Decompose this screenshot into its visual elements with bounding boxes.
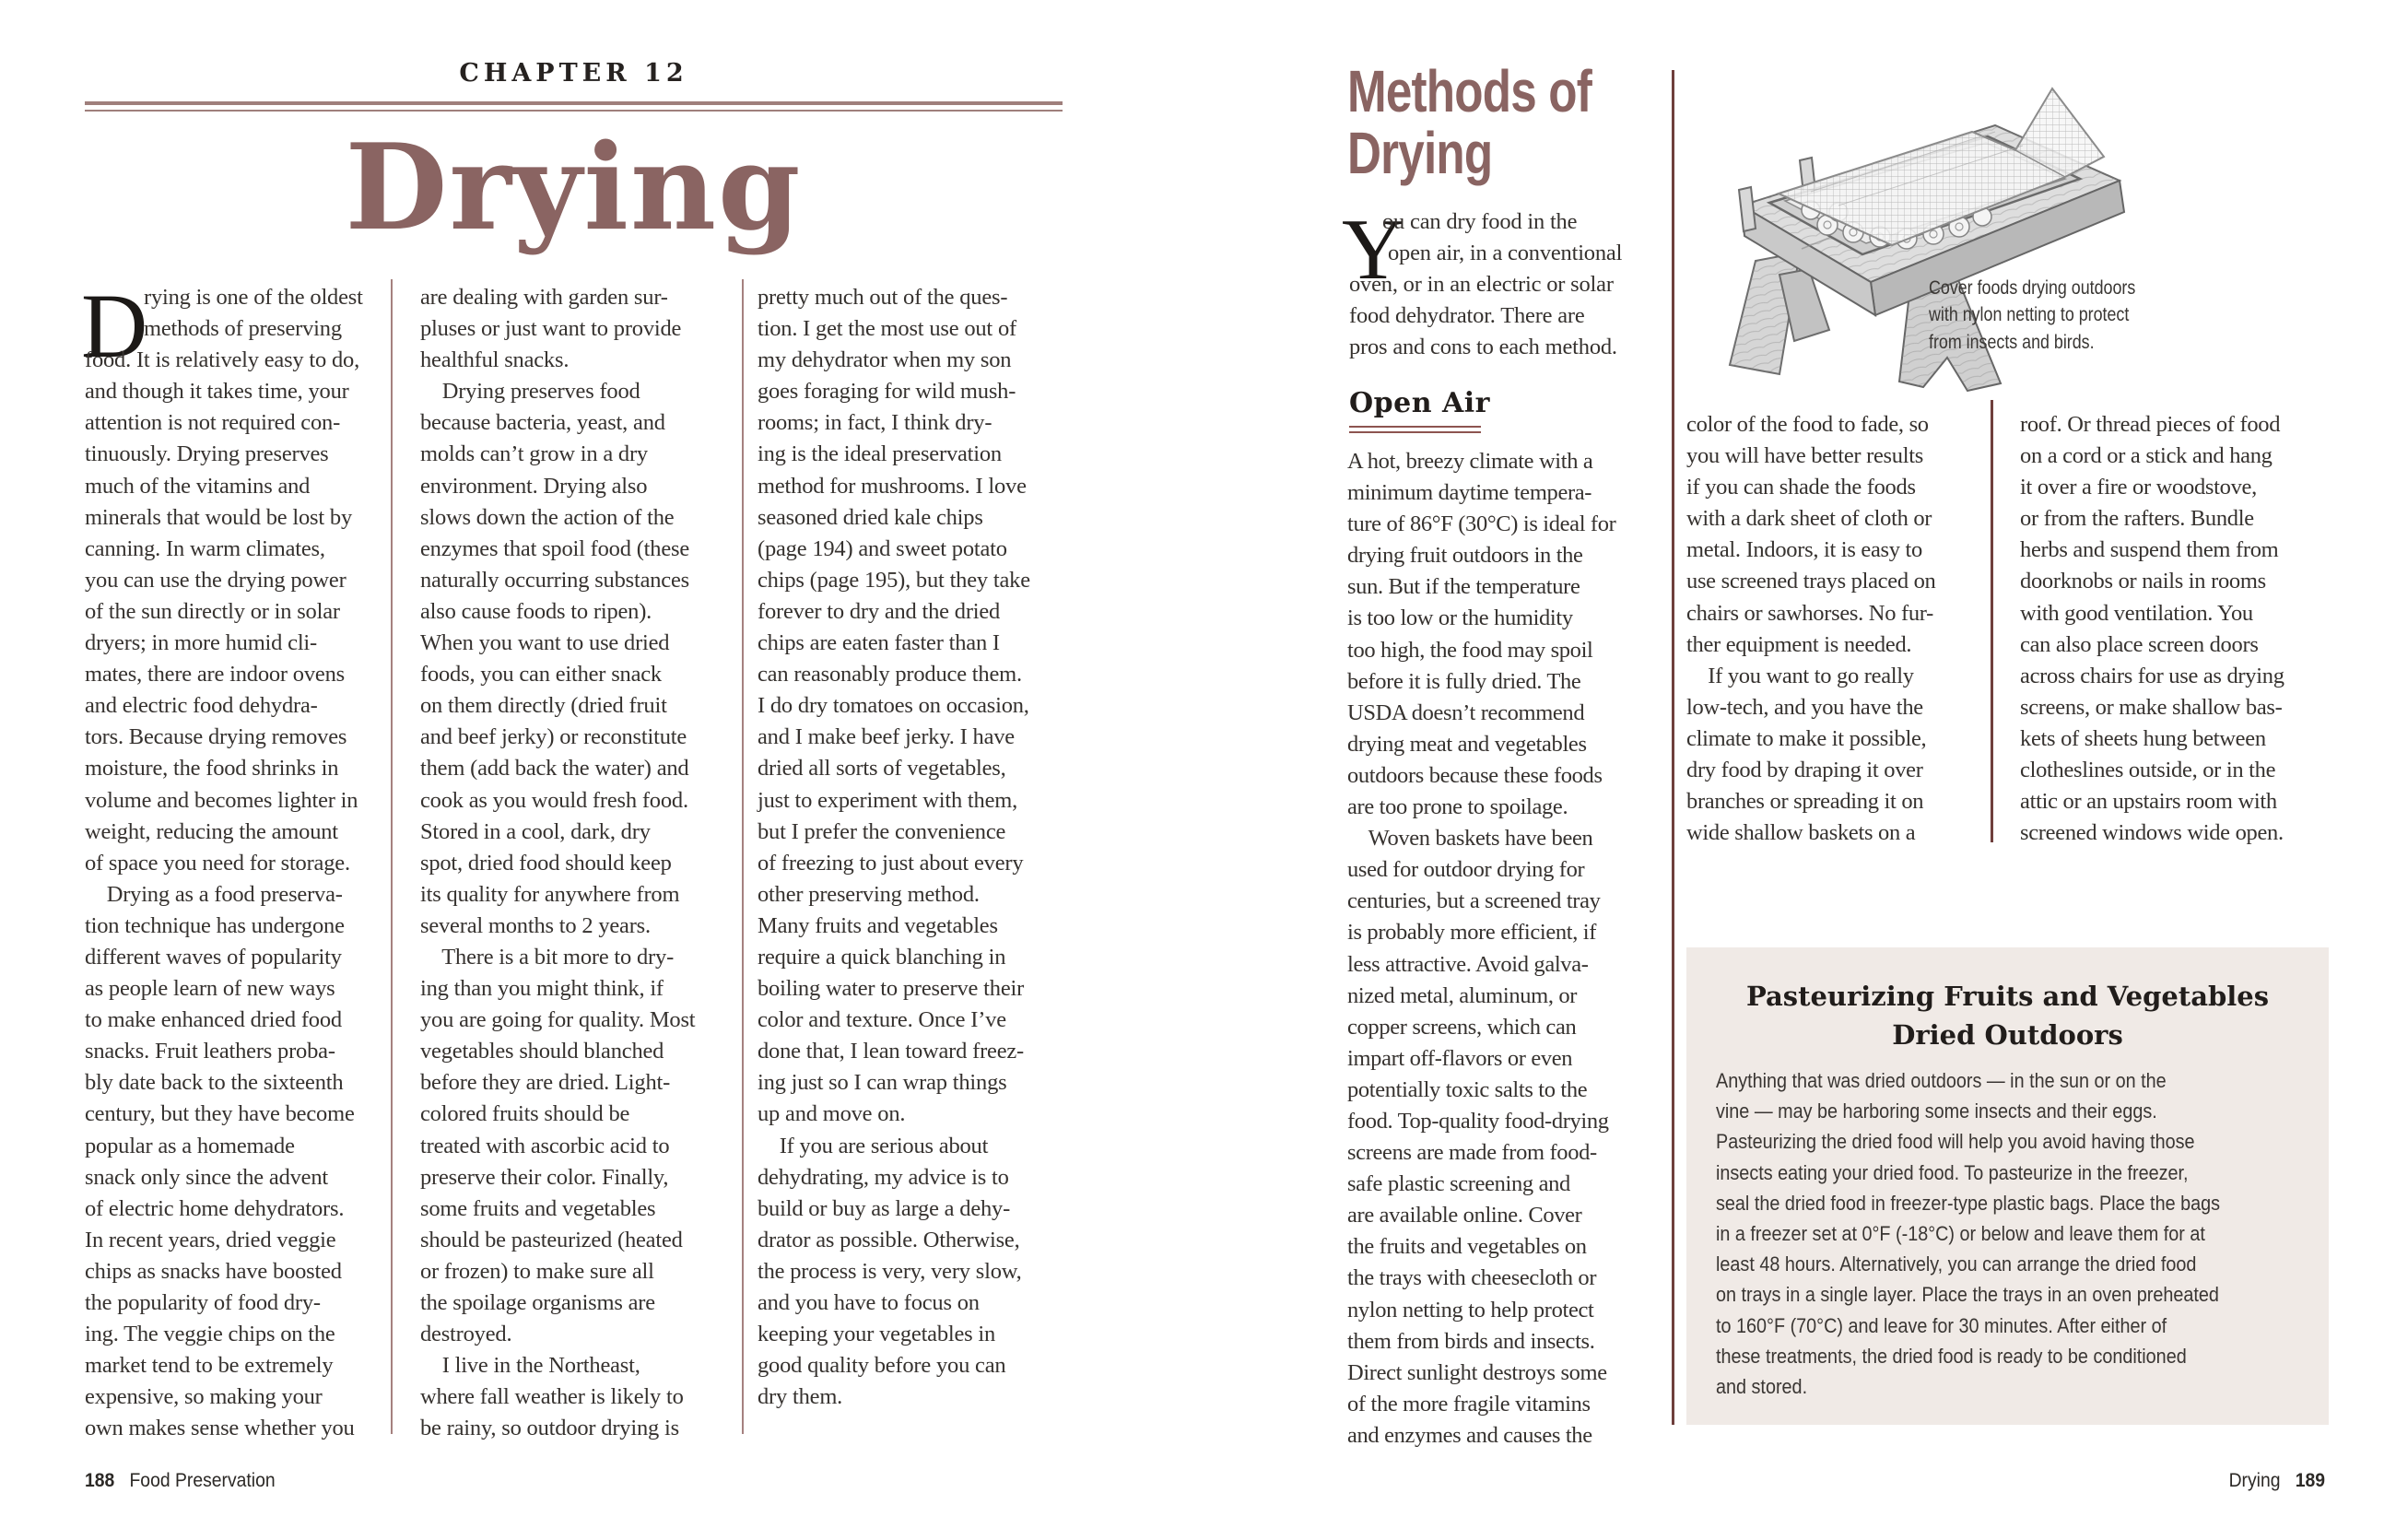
text-line: copper screens, which can (1347, 1014, 1577, 1040)
right-column-1 (1347, 446, 1661, 1452)
text-line: or from the rafters. Bundle (2020, 506, 2254, 532)
text-line: outdoors because these foods (1347, 762, 1603, 788)
text-line: roof. Or thread pieces of food (2020, 412, 2281, 437)
text-line: and though it takes time, your (85, 379, 349, 405)
text-line: and beef jerky) or reconstitute (420, 724, 687, 750)
text-line: colored fruits should be (420, 1101, 630, 1127)
left-column-3 (758, 282, 1066, 1413)
text-line: several months to 2 years. (420, 912, 651, 938)
text-line: drying meat and vegetables (1347, 731, 1587, 757)
text-line: vine — may be harboring some insects and their eggs. (1716, 1099, 2157, 1123)
text-line: environment. Drying also (420, 473, 648, 499)
text-line: with a dark sheet of cloth or (1686, 506, 1932, 532)
text-line: good quality before you can (758, 1353, 1006, 1379)
text-line: other preserving method. (758, 881, 980, 907)
text-line: the spoilage organisms are (420, 1290, 655, 1315)
drop-cap-d: D (81, 275, 148, 377)
text-line: branches or spreading it on (1686, 789, 1924, 815)
text-line: boiling water to preserve their (758, 976, 1025, 1002)
text-line: screens are made from food- (1347, 1140, 1597, 1166)
text-line: vegetables should blanched (420, 1039, 664, 1064)
section-heading-line1: Methods of (1347, 58, 1592, 124)
pasteurizing-box (1686, 947, 2329, 1425)
text-line: Anything that was dried outdoors — in the sun or on the (1716, 1069, 2167, 1092)
text-line: be rainy, so outdoor drying is (420, 1416, 679, 1441)
open-air-title: Open Air (1349, 387, 1490, 419)
text-line: the popularity of food dry- (85, 1290, 321, 1315)
text-line: mates, there are indoor ovens (85, 662, 345, 688)
text-line: climate to make it possible, (1686, 725, 1927, 751)
text-line: if you can shade the foods (1686, 475, 1916, 500)
text-line: or frozen) to make sure all (420, 1258, 654, 1284)
text-line: but I prefer the convenience (758, 818, 1006, 844)
illustration-caption (1929, 275, 2164, 356)
text-line: When you want to use dried (420, 630, 670, 656)
text-line: Direct sunlight destroys some (1347, 1359, 1607, 1385)
text-line: low-tech, and you have the (1686, 694, 1923, 720)
text-line: Drying preserves food (420, 379, 640, 405)
text-line: them from birds and insects. (1347, 1328, 1595, 1354)
text-line: and I make beef jerky. I have (758, 724, 1015, 750)
text-line: canning. In warm climates, (85, 535, 325, 561)
text-line: open air, in a conventional (1388, 241, 1623, 266)
text-line: of the sun directly or in solar (85, 598, 340, 624)
text-line: on trays in a single layer. Place the trays in an oven preheated (1716, 1283, 2219, 1307)
text-line: ou can dry food in the (1382, 209, 1578, 234)
box-title-line1: Pasteurizing Fruits and Vegetables (1745, 981, 2270, 1012)
text-line: If you want to go really (1686, 663, 1914, 688)
book-title: Food Preservation (129, 1469, 276, 1491)
text-line: tion technique has undergone (85, 912, 345, 938)
text-line: safe plastic screening and (1347, 1171, 1570, 1197)
text-line: because bacteria, yeast, and (420, 410, 665, 436)
text-line: on a cord or a stick and hang (2020, 443, 2273, 469)
text-line: can also place screen doors (2020, 631, 2259, 657)
text-line: Stored in a cool, dark, dry (420, 818, 651, 844)
text-line: rying is one of the oldest (144, 285, 363, 310)
text-line: food dehydrator. There are (1349, 303, 1585, 329)
text-line: ther equipment is needed. (1686, 631, 1912, 657)
left-page-footer (85, 1469, 276, 1492)
text-line: keeping your vegetables in (758, 1322, 996, 1347)
text-line: food. Top-quality food-drying (1347, 1108, 1609, 1134)
text-line: tion. I get the most use out of (758, 316, 1016, 342)
text-line: volume and becomes lighter in (85, 787, 358, 813)
text-line: should be pasteurized (heated (420, 1227, 683, 1252)
text-line: used for outdoor drying for (1347, 857, 1585, 883)
text-line: dry food by draping it over (1686, 758, 1923, 783)
text-line: least 48 hours. Alternatively, you can arrange the dried food (1716, 1252, 2197, 1276)
text-line: seasoned dried kale chips (758, 504, 983, 530)
pasteurizing-box-title (1686, 977, 2329, 1054)
text-line: If you are serious about (758, 1133, 989, 1158)
text-line: impart off-flavors or even (1347, 1045, 1573, 1071)
text-line: market tend to be extremely (85, 1353, 334, 1379)
text-line: dry them. (758, 1384, 843, 1410)
text-line: chips as snacks have boosted (85, 1258, 342, 1284)
text-line: century, but they have become (85, 1101, 355, 1127)
text-line: ing than you might think, if (420, 976, 664, 1002)
text-line: ing. The veggie chips on the (85, 1322, 335, 1347)
chapter-label: CHAPTER 12 (459, 59, 688, 88)
text-line: expensive, so making your (85, 1384, 323, 1410)
text-line: these treatments, the dried food is ready to be conditioned (1716, 1344, 2187, 1368)
section-heading-line2: Drying (1347, 120, 1493, 186)
text-line: before it is fully dried. The (1347, 668, 1581, 694)
text-line: USDA doesn’t recommend (1347, 699, 1585, 725)
text-line: the fruits and vegetables on (1347, 1234, 1587, 1260)
text-line: are dealing with garden sur- (420, 285, 668, 310)
text-line: and stored. (1716, 1375, 1808, 1399)
text-line: methods of preserving (144, 316, 342, 342)
text-line: I live in the Northeast, (420, 1353, 640, 1379)
text-line: it over a fire or woodstove, (2020, 475, 2257, 500)
text-line: screens, or make shallow bas- (2020, 694, 2283, 720)
text-line: seal the dried food in freezer-type plastic bags. Place the bags (1716, 1191, 2221, 1215)
text-line: (page 194) and sweet potato (758, 535, 1007, 561)
text-line: moisture, the food shrinks in (85, 756, 339, 782)
text-line: is too low or the humidity (1347, 605, 1573, 631)
chapter-title: Drying (345, 119, 803, 257)
text-line: color and texture. Once I’ve (758, 1007, 1006, 1033)
text-line: much of the vitamins and (85, 473, 311, 499)
drop-cap-y: Y (1342, 202, 1404, 298)
column-divider (1991, 400, 1993, 842)
text-line: where fall weather is likely to (420, 1384, 684, 1410)
chapter-rule (85, 101, 1063, 112)
text-line: tors. Because drying removes (85, 724, 347, 750)
text-line: too high, the food may spoil (1347, 637, 1593, 663)
text-line: on them directly (dried fruit (420, 693, 667, 719)
text-line: bly date back to the sixteenth (85, 1070, 344, 1096)
text-line: centuries, but a screened tray (1347, 888, 1601, 914)
text-line: popular as a homemade (85, 1133, 295, 1158)
text-line: of the more fragile vitamins (1347, 1391, 1591, 1417)
text-line: as people learn of new ways (85, 976, 335, 1002)
text-line: drator as possible. Otherwise, (758, 1227, 1020, 1252)
text-line: snacks. Fruit leathers proba- (85, 1039, 335, 1064)
text-line: Pasteurizing the dried food will help you avoid having those (1716, 1130, 2195, 1154)
text-line: herbs and suspend them from (2020, 537, 2279, 563)
text-line: screened windows wide open. (2020, 820, 2284, 846)
text-line: before they are dried. Light- (420, 1070, 671, 1096)
text-line: different waves of popularity (85, 944, 342, 970)
text-line: the process is very, very slow, (758, 1258, 1022, 1284)
text-line: There is a bit more to dry- (420, 944, 675, 970)
text-line: up and move on. (758, 1101, 906, 1127)
text-line: and you have to focus on (758, 1290, 980, 1315)
text-line: ing just so I can wrap things (758, 1070, 1007, 1096)
text-line: own makes sense whether you (85, 1416, 355, 1441)
text-line: nized metal, aluminum, or (1347, 982, 1578, 1008)
right-page-footer (1977, 1469, 2325, 1492)
text-line: my dehydrator when my son (758, 347, 1012, 373)
text-line: food. It is relatively easy to do, (85, 347, 360, 373)
text-line: pluses or just want to provide (420, 316, 682, 342)
text-line: of freezing to just about every (758, 850, 1024, 876)
text-line: dried all sorts of vegetables, (758, 756, 1006, 782)
text-line: rooms; in fact, I think dry- (758, 410, 992, 436)
intro-paragraph (1349, 206, 1658, 363)
text-line: across chairs for use as drying (2020, 663, 2284, 688)
text-line: metal. Indoors, it is easy to (1686, 537, 1922, 563)
page-number: 189 (2295, 1469, 2325, 1491)
text-line: of space you need for storage. (85, 850, 350, 876)
text-line: sun. But if the temperature (1347, 574, 1580, 600)
text-line: preserve their color. Finally, (420, 1164, 669, 1190)
text-line: destroyed. (420, 1322, 512, 1347)
text-line: In recent years, dried veggie (85, 1227, 336, 1252)
text-line: spot, dried food should keep (420, 850, 672, 876)
text-line: with good ventilation. You (2020, 600, 2253, 626)
text-line: method for mushrooms. I love (758, 473, 1027, 499)
text-line: forever to dry and the dried (758, 598, 1001, 624)
text-line: Drying as a food preserva- (85, 881, 343, 907)
text-line: Woven baskets have been (1347, 826, 1593, 852)
text-line: ture of 86°F (30°C) is ideal for (1347, 511, 1616, 537)
text-line: to 160°F (70°C) and leave for 30 minutes. After either of (1716, 1313, 2167, 1337)
text-line: cook as you would fresh food. (420, 787, 688, 813)
pasteurizing-box-body (1716, 1065, 2300, 1402)
column-divider (1672, 70, 1674, 1425)
text-line: dehydrating, my advice is to (758, 1164, 1009, 1190)
text-line: drying fruit outdoors in the (1347, 543, 1583, 569)
text-line: treated with ascorbic acid to (420, 1133, 670, 1158)
right-column-3 (2020, 409, 2329, 849)
text-line: with nylon netting to protect (1929, 304, 2130, 326)
open-air-underline (1349, 426, 1481, 433)
page-number: 188 (85, 1469, 115, 1491)
text-line: in a freezer set at 0°F (-18°C) or below and leave them for at (1716, 1222, 2205, 1246)
text-line: are too prone to spoilage. (1347, 794, 1568, 820)
text-line: wide shallow baskets on a (1686, 820, 1916, 846)
text-line: dryers; in more humid cli- (85, 630, 317, 656)
text-line: enzymes that spoil food (these (420, 535, 690, 561)
left-column-2 (420, 282, 729, 1444)
column-divider (391, 279, 393, 1434)
text-line: Cover foods drying outdoors (1929, 277, 2136, 299)
text-line: attention is not required con- (85, 410, 341, 436)
text-line: can reasonably produce them. (758, 662, 1022, 688)
text-line: I do dry tomatoes on occasion, (758, 693, 1029, 719)
text-line: slows down the action of the (420, 504, 675, 530)
text-line: pros and cons to each method. (1349, 335, 1617, 360)
text-line: ing is the ideal preservation (758, 441, 1002, 467)
text-line: is probably more efficient, if (1347, 920, 1597, 946)
text-line: molds can’t grow in a dry (420, 441, 648, 467)
text-line: just to experiment with them, (758, 787, 1018, 813)
text-line: doorknobs or nails in rooms (2020, 569, 2266, 594)
text-line: healthful snacks. (420, 347, 570, 373)
text-line: you can use the drying power (85, 567, 346, 593)
column-divider (742, 279, 744, 1434)
text-line: clotheslines outside, or in the (2020, 758, 2276, 783)
text-line: and enzymes and causes the (1347, 1422, 1592, 1448)
text-line: goes foraging for wild mush- (758, 379, 1016, 405)
text-line: insects eating your dried food. To pasteurize in the freezer, (1716, 1160, 2189, 1184)
text-line: chips are eaten faster than I (758, 630, 1000, 656)
text-line: oven, or in an electric or solar (1349, 272, 1614, 298)
text-line: weight, reducing the amount (85, 818, 338, 844)
text-line: foods, you can either snack (420, 662, 662, 688)
text-line: Many fruits and vegetables (758, 912, 998, 938)
text-line: less attractive. Avoid galva- (1347, 951, 1589, 977)
text-line: some fruits and vegetables (420, 1195, 656, 1221)
text-line: use screened trays placed on (1686, 569, 1936, 594)
text-line: chips (page 195), but they take (758, 567, 1030, 593)
text-line: its quality for anywhere from (420, 881, 680, 907)
text-line: the trays with cheesecloth or (1347, 1265, 1597, 1291)
text-line: A hot, breezy climate with a (1347, 449, 1593, 474)
text-line: and electric food dehydra- (85, 693, 318, 719)
text-line: kets of sheets hung between (2020, 725, 2266, 751)
text-line: naturally occurring substances (420, 567, 689, 593)
text-line: are available online. Cover (1347, 1203, 1582, 1228)
text-line: you will have better results (1686, 443, 1923, 469)
right-column-2 (1686, 409, 1983, 849)
text-line: nylon netting to help protect (1347, 1297, 1594, 1323)
text-line: require a quick blanching in (758, 944, 1006, 970)
chapter-name: Drying (2228, 1469, 2281, 1491)
text-line: pretty much out of the ques- (758, 285, 1008, 310)
text-line: of electric home dehydrators. (85, 1195, 345, 1221)
text-line: potentially toxic salts to the (1347, 1076, 1588, 1102)
text-line: done that, I lean toward freez- (758, 1039, 1025, 1064)
text-line: snack only since the advent (85, 1164, 329, 1190)
text-line: minerals that would be lost by (85, 504, 352, 530)
text-line: also cause foods to ripen). (420, 598, 652, 624)
section-heading (1347, 58, 1592, 186)
open-air-section-heading (1349, 387, 1589, 433)
text-line: color of the food to fade, so (1686, 412, 1929, 437)
text-line: chairs or sawhorses. No fur- (1686, 600, 1934, 626)
text-line: them (add back the water) and (420, 756, 689, 782)
box-title-line2: Dried Outdoors (1892, 1019, 2123, 1051)
text-line: from insects and birds. (1929, 331, 2095, 353)
left-column-1 (85, 282, 393, 1444)
text-line: attic or an upstairs room with (2020, 789, 2277, 815)
text-line: you are going for quality. Most (420, 1007, 696, 1033)
text-line: build or buy as large a dehy- (758, 1195, 1011, 1221)
text-line: tinuously. Drying preserves (85, 441, 329, 467)
text-line: to make enhanced dried food (85, 1007, 342, 1033)
text-line: minimum daytime tempera- (1347, 480, 1592, 506)
